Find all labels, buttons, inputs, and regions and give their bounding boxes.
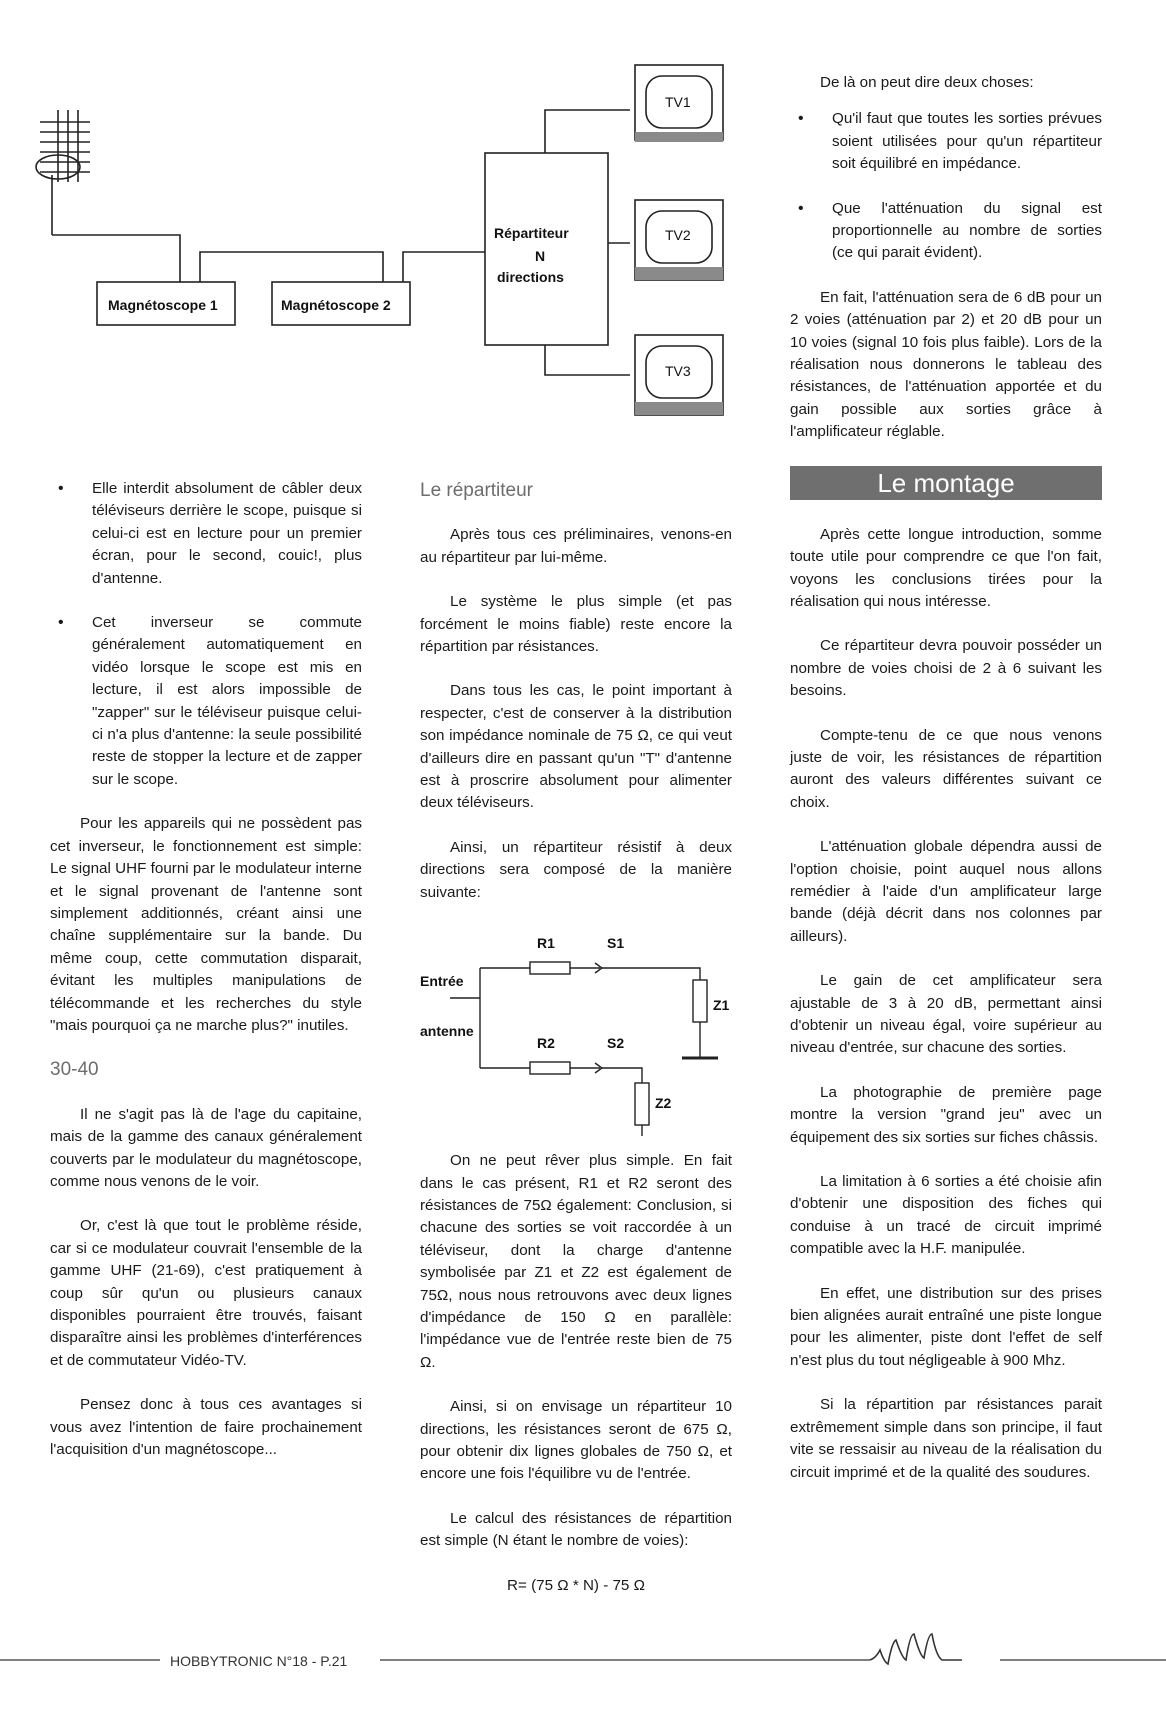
magnetoscope-2-label: Magnétoscope 2: [281, 297, 391, 313]
paragraph: En fait, l'atténuation sera de 6 dB pour un 2 voies (atténuation par 2) et 20 dB pour un 10 voies (signal 10 fois plus faible). Lors de la réalisation nous donnerons le tableau des résistances, de l'atténuation apportée et du gain possible aux sorties grâce à l'amplificateur réglable.: [790, 288, 1102, 441]
z2-label: Z2: [655, 1095, 672, 1112]
entree-label: Entrée: [420, 973, 464, 990]
paragraph: Pensez donc à tous ces avantages si vous avez l'intention de faire prochainement l'acquisition d'un magnétoscope...: [50, 1396, 362, 1459]
footer-page-label: HOBBYTRONIC N°18 - P.21: [170, 1653, 348, 1669]
s1-label: S1: [607, 935, 625, 952]
paragraph: La limitation à 6 sorties a été choisie afin d'obtenir une disposition des fiches qui conduise à un tracé de circuit imprimé compatible avec la H.F. manipulée.: [790, 1173, 1102, 1258]
section-heading-repartiteur: Le répartiteur: [420, 480, 534, 501]
tv1-label: TV1: [665, 94, 691, 110]
bullet-item: • Cet inverseur se commute généralement automatiquement en vidéo lorsque le scope est mis en lecture, il est alors impossible de "zapper" sur le téléviseur puisque celui-ci n'a plus d'antenne: la seule possibilité reste de stopper la lecture et de zapper sur le scope.: [50, 612, 362, 791]
paragraph: La photographie de première page montre la version "grand jeu" avec un équipement des six sorties sur fiches châssis.: [790, 1083, 1102, 1146]
paragraph: Le calcul des résistances de répartition est simple (N étant le nombre de voies):: [420, 1509, 732, 1550]
repartiteur-label: Répartiteur: [494, 225, 569, 241]
column-1: [50, 478, 362, 1483]
paragraph: De là on peut dire deux choses:: [820, 74, 1034, 91]
paragraph: Pour les appareils qui ne possèdent pas cet inverseur, le fonctionnement est simple: Le signal UHF fourni par le modulateur interne et le signal provenant de l'antenne sont simplement additionnés, créant ainsi une chaîne supplémentaire sur la bande. Du même coup, cette commutation disparait, évitant les multiples manipulations de télécommande et les recherches du style "mais pourquoi ça ne marche plus?" inutiles.: [50, 815, 362, 1034]
paragraph: Or, c'est là que tout le problème réside, car si ce modulateur couvrait l'ensemble de la gamme UHF (21-69), c'est pratiquement à coup sûr qu'un ou plusieurs canaux disponibles pourraient être trouvés, faisant disparaître ainsi les problèmes d'interférences et de commutateur Vidéo-TV.: [50, 1217, 362, 1369]
paragraph: Dans tous les cas, le point important à respecter, c'est de conserver à la distribution son impédance nominale de 75 Ω, ce qui veut d'ailleurs dire en passant qu'un "T" d'antenne est à proscrire absolument pour alimenter deux téléviseurs.: [420, 682, 732, 812]
paragraph: Si la répartition par résistances parait extrêmement simple dans son principe, il faut vite se ressaisir au niveau de la réalisation du circuit imprimé et de la qualité des soudures.: [790, 1396, 1102, 1481]
magnetoscope-1-label: Magnétoscope 1: [108, 297, 218, 313]
column-2: [420, 480, 732, 1597]
waveform-icon: [870, 1634, 962, 1664]
resistive-splitter-circuit: [420, 918, 732, 1138]
bullet-list-3: [790, 108, 1102, 264]
tv2-label: TV2: [665, 227, 691, 243]
bullet-item: • Elle interdit absolument de câbler deux téléviseurs derrière le scope, puisque si celui-ci est en lecture pour un premier écran, pour le second, couic!, plus d'antenne.: [50, 478, 362, 590]
paragraph: Compte-tenu de ce que nous venons juste de voir, les résistances de répartition auront des valeurs différentes suivant ce choix.: [790, 726, 1102, 811]
paragraph: En effet, une distribution sur des prises bien alignées aurait entraîné une piste longue pour les alimenter, piste dont l'effet de self n'est plus du tout négligeable à 900 Mhz.: [790, 1284, 1102, 1369]
repartiteur-n-label: N: [535, 248, 546, 264]
paragraph: Le système le plus simple (et pas forcément le moins fiable) reste encore la répartition par résistances.: [420, 593, 732, 656]
bullet-item: • Que l'atténuation du signal est proportionnelle au nombre de sorties (ce qui parait évident).: [790, 198, 1102, 265]
paragraph: Le gain de cet amplificateur sera ajustable de 3 à 20 dB, permettant ainsi d'obtenir un niveau égal, voire supérieur au niveau d'entrée, sur chacune des sorties.: [790, 972, 1102, 1057]
repartiteur-box: [485, 153, 608, 345]
s2-label: S2: [607, 1035, 625, 1052]
column-3: [790, 72, 1102, 1506]
resistance-formula: R= (75 Ω * N) - 75 Ω: [507, 1576, 645, 1594]
distribution-diagram: [30, 60, 760, 460]
paragraph: On ne peut rêver plus simple. En fait dans le cas présent, R1 et R2 seront des résistances de 75Ω également: Conclusion, si chacune des sorties se voit raccordée à un téléviseur, dont la charge d'antenne symbolisée par Z1 et Z2 est également de 75Ω, nous nous retrouvons avec deux lignes d'impédance de 150 Ω en parallèle: l'impédance vue de l'entrée reste bien de 75 Ω.: [420, 1152, 732, 1371]
bullet-list-1: [50, 478, 362, 791]
antenna-icon: [36, 110, 90, 235]
bullet-item: • Qu'il faut que toutes les sorties prévues soient utilisées pour qu'un répartiteur soit équilibré en impédance.: [790, 108, 1102, 175]
paragraph: Ainsi, un répartiteur résistif à deux directions sera composé de la manière suivante:: [420, 838, 732, 901]
r2-label: R2: [537, 1035, 555, 1052]
paragraph: Après cette longue introduction, somme toute utile pour comprendre ce que l'on fait, voyons les conclusions tirées pour la réalisation qui nous intéresse.: [790, 525, 1102, 610]
section-banner-le-montage: Le montage: [790, 466, 1102, 500]
tv3-label: TV3: [665, 363, 691, 379]
paragraph: Ainsi, si on envisage un répartiteur 10 directions, les résistances seront de 675 Ω, pour obtenir dix lignes globales de 750 Ω, et encore une fois l'équilibre vu de l'entrée.: [420, 1398, 732, 1483]
section-heading-30-40: 30-40: [50, 1059, 99, 1081]
paragraph: Il ne s'agit pas là de l'age du capitaine, mais de la gamme des canaux généralement couverts par le modulateur du magnétoscope, comme nous venons de le voir.: [50, 1105, 362, 1190]
paragraph: Ce répartiteur devra pouvoir posséder un nombre de voies choisi de 2 à 6 suivant les besoins.: [790, 637, 1102, 700]
antenne-label: antenne: [420, 1023, 474, 1040]
paragraph: L'atténuation globale dépendra aussi de l'option choisie, point auquel nous allons remédier à l'aide d'un amplificateur large bande (déjà décrit dans nos colonnes par ailleurs).: [790, 838, 1102, 945]
paragraph: Après tous ces préliminaires, venons-en au répartiteur par lui-même.: [420, 526, 732, 566]
r1-label: R1: [537, 935, 555, 952]
z1-label: Z1: [713, 997, 730, 1014]
repartiteur-directions-label: directions: [497, 269, 564, 285]
